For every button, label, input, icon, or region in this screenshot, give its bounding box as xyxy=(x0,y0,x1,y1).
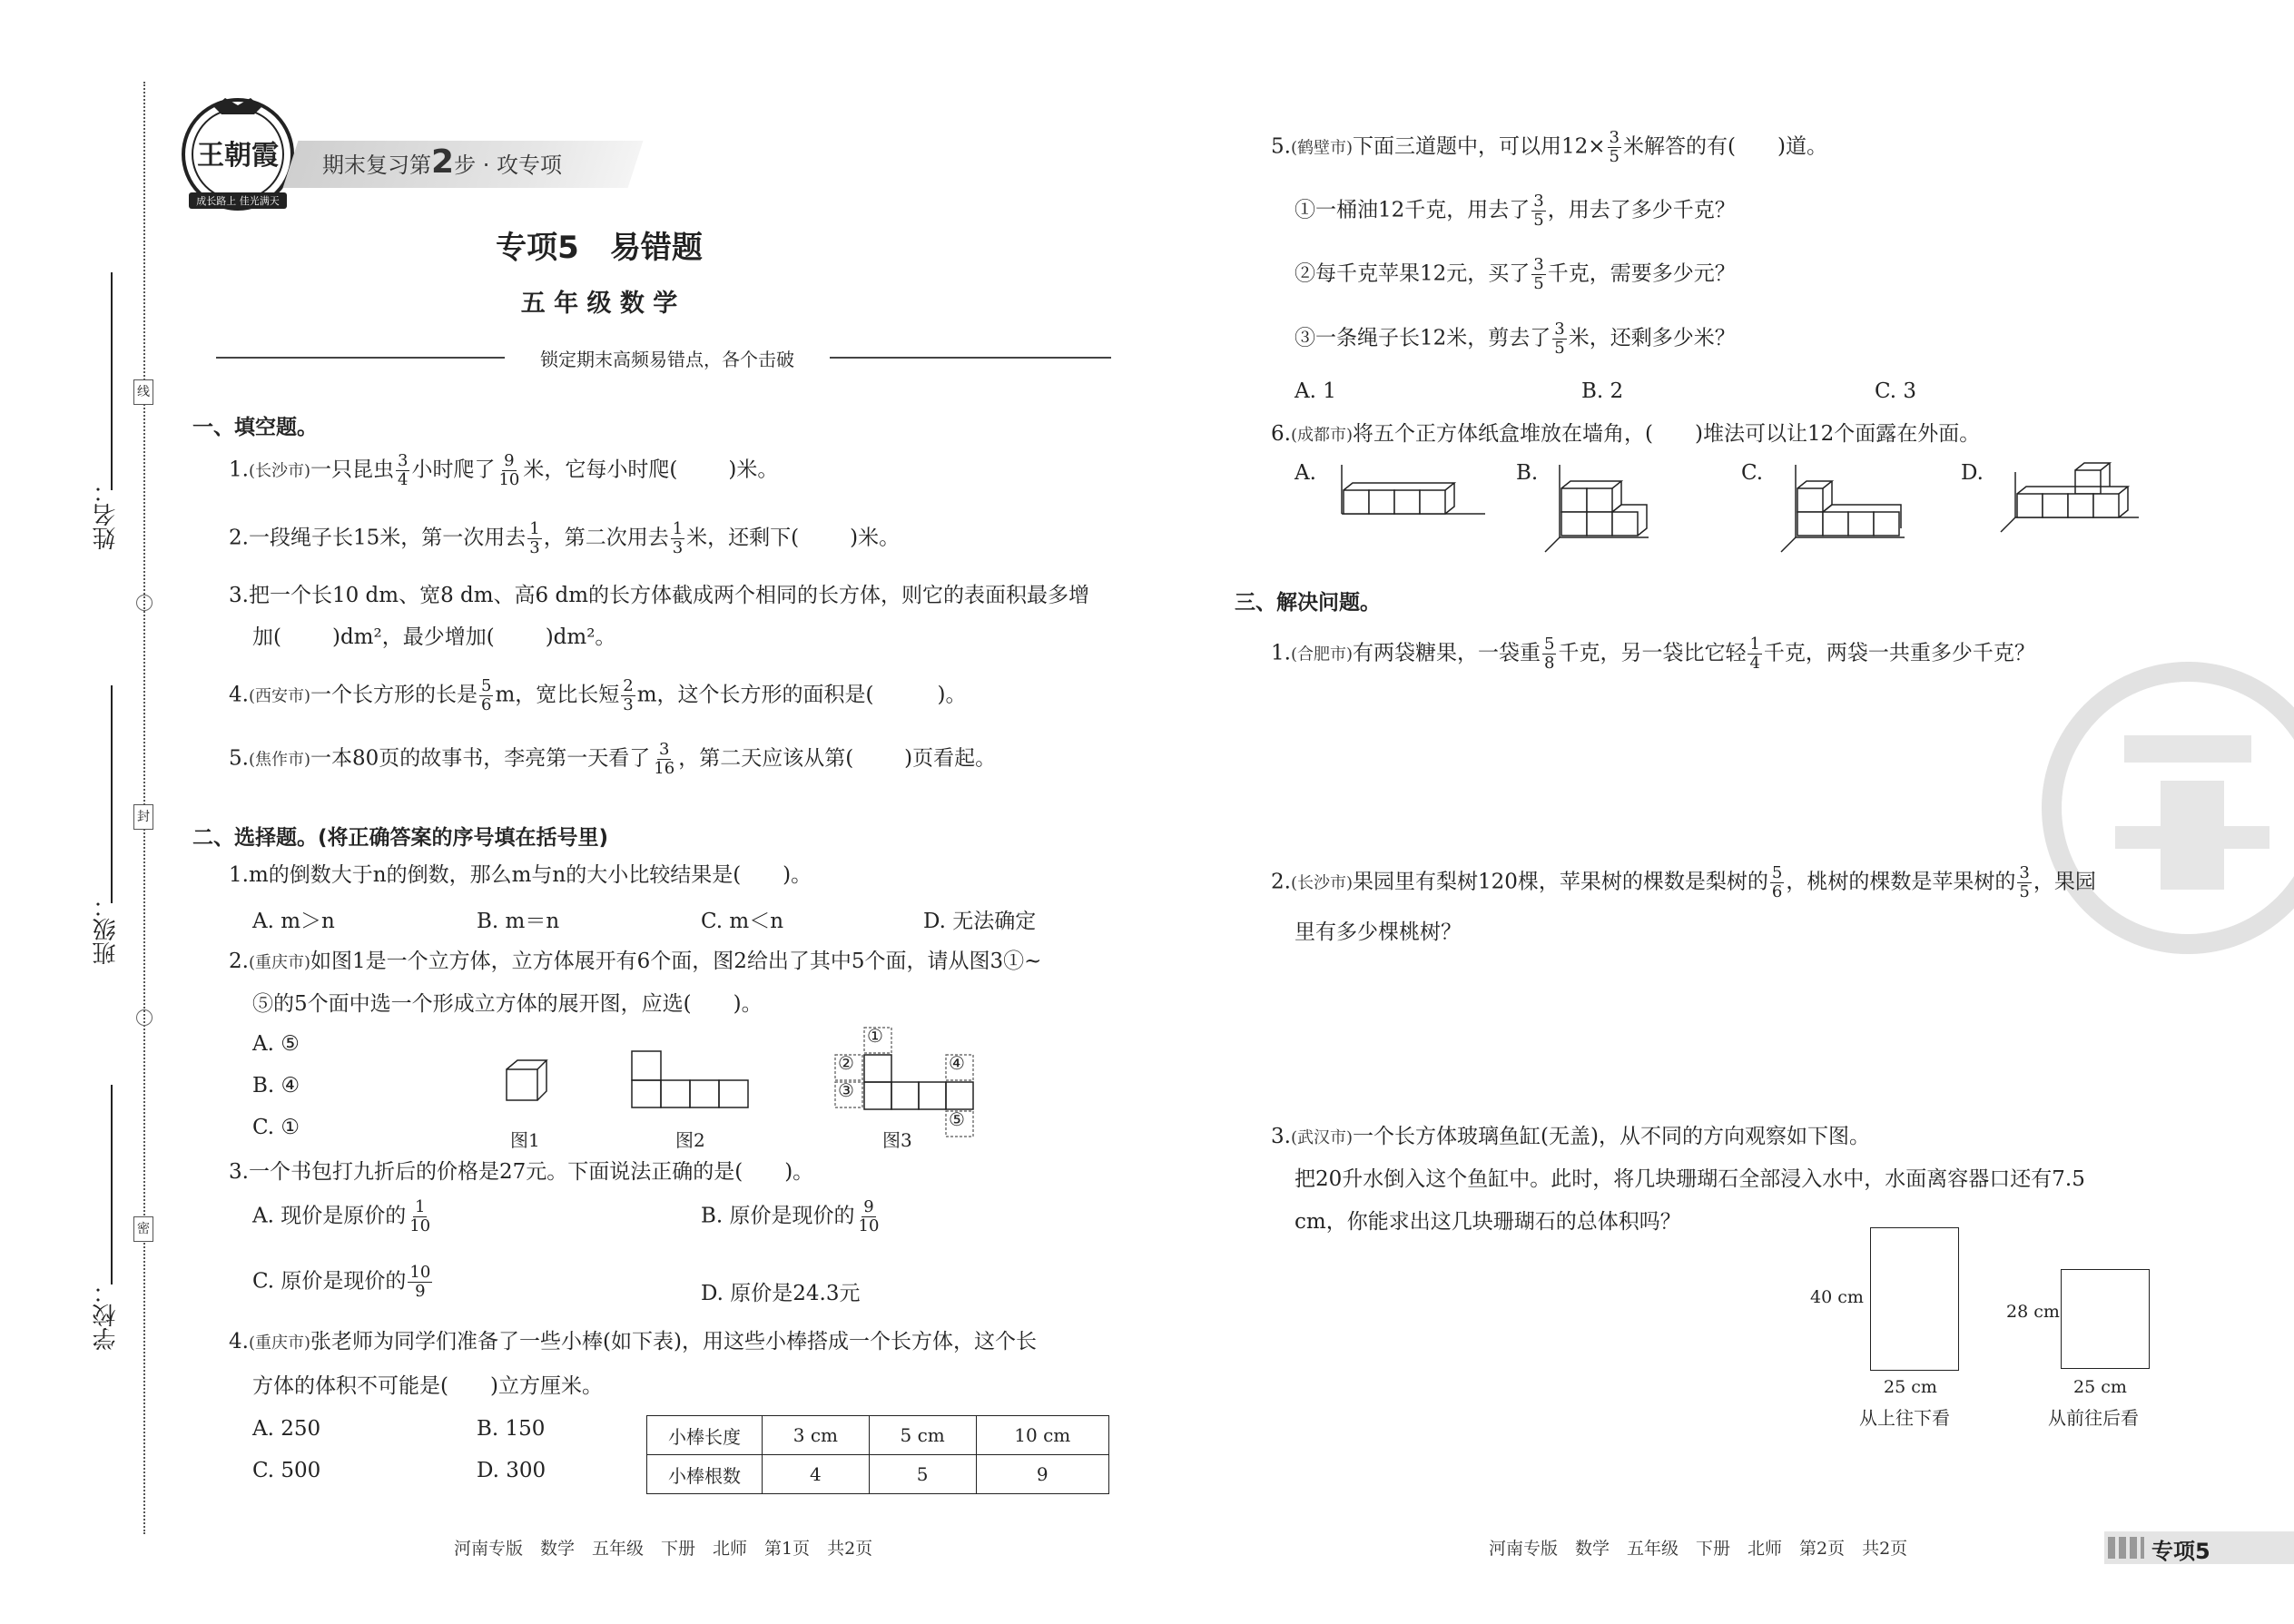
fraction-numerator: 3 xyxy=(1533,255,1544,274)
s2-q1-option-d[interactable]: D. 无法确定 xyxy=(923,910,1037,933)
fraction xyxy=(1608,129,1621,166)
fraction-denominator: 3 xyxy=(623,695,634,714)
q-num: 3. xyxy=(229,584,249,607)
tagline-rule-right xyxy=(830,357,1111,359)
school-underline xyxy=(111,1085,113,1284)
option-text: B. 原价是现价的 xyxy=(701,1204,855,1228)
q-text: 一本80页的故事书，李亮第一天看了 xyxy=(310,746,651,771)
fraction-denominator: 10 xyxy=(498,470,520,489)
figure-1-cube xyxy=(505,1058,550,1104)
figure-2-label: 图2 xyxy=(675,1129,705,1151)
stack-figure-c xyxy=(1779,463,1906,554)
q-text: 一只昆虫 xyxy=(310,458,394,482)
fraction-numerator: 3 xyxy=(398,451,409,470)
fraction-denominator: 6 xyxy=(1771,882,1783,901)
q-text: ，第二次用去 xyxy=(543,526,669,550)
s1-q4 xyxy=(229,677,967,714)
fraction-denominator: 6 xyxy=(481,695,492,714)
q-text: 米，还剩多少米？ xyxy=(1568,326,1736,350)
name-underline xyxy=(111,272,113,490)
school-label: 学校： xyxy=(93,1280,120,1351)
r-q6-option-c[interactable]: C. xyxy=(1741,461,1764,485)
s2-q2-option-c[interactable]: C. ① xyxy=(252,1116,300,1139)
s2-q4-line2: 方体的体积不可能是( )立方厘米。 xyxy=(252,1374,603,1398)
fraction-numerator: 3 xyxy=(659,740,670,759)
q-text: )dm²，最少增加( xyxy=(331,625,495,649)
q-source: (重庆市) xyxy=(248,1334,310,1353)
fraction-numerator: 1 xyxy=(529,519,540,538)
s2-q3 xyxy=(229,1157,813,1186)
fraction-numerator: 9 xyxy=(504,451,515,470)
fraction-denominator: 5 xyxy=(1533,211,1544,230)
figure-2-net xyxy=(630,1049,752,1109)
r-p2 xyxy=(1271,864,2096,901)
s1-q2 xyxy=(229,520,900,557)
fraction-numerator: 1 xyxy=(414,1197,426,1216)
q-num: 5. xyxy=(1271,134,1291,159)
tank-front-caption: 从前往后看 xyxy=(2048,1407,2139,1429)
q-text: 一个书包打九折后的价格是27元。下面说法正确的是( )。 xyxy=(248,1160,814,1184)
s2-q3-option-d[interactable]: D. 原价是24.3元 xyxy=(701,1282,861,1305)
r-q5-item-2 xyxy=(1295,256,1736,293)
q-num: 1. xyxy=(229,458,249,482)
s2-q1-option-a[interactable]: A. m＞n xyxy=(252,910,335,933)
q-text: 如图1是一个立方体，立方体展开有6个面，图2给出了其中5个面，请从图3①~ xyxy=(310,950,1042,973)
q-text: 一段绳子长15米，第一次用去 xyxy=(248,526,527,550)
s2-q2-option-b[interactable]: B. ④ xyxy=(252,1074,300,1097)
fraction xyxy=(527,520,541,557)
seal-watermark xyxy=(2024,654,2294,962)
table-cell: 10 cm xyxy=(976,1416,1108,1455)
q-text: ②每千克苹果12元，买了 xyxy=(1295,261,1531,286)
fraction-numerator: 10 xyxy=(409,1263,431,1282)
q-text: 将五个正方体纸盒堆放在墙角，( )堆法可以让12个面露在外面。 xyxy=(1353,422,1981,446)
q-text: 加( xyxy=(252,625,281,649)
q-num: 2. xyxy=(229,950,249,973)
q-text: ①一桶油12千克，用去了 xyxy=(1295,198,1531,222)
fig3-circle-4: ④ xyxy=(949,1052,965,1074)
fraction-denominator: 5 xyxy=(2019,882,2030,901)
table-cell: 4 xyxy=(763,1455,870,1494)
q-num: 3. xyxy=(1271,1125,1291,1148)
q-text: )。 xyxy=(937,683,967,707)
cut-mark-2: 封 xyxy=(133,804,153,830)
q-num: 3. xyxy=(229,1160,249,1184)
table-row xyxy=(647,1416,1109,1455)
fraction-denominator: 4 xyxy=(398,470,409,489)
fraction-numerator: 3 xyxy=(1609,128,1620,147)
fraction-numerator: 5 xyxy=(1771,863,1783,882)
q-num: 4. xyxy=(229,683,249,707)
cut-mark-3: 密 xyxy=(133,1216,153,1242)
q-source: (鹤壁市) xyxy=(1290,138,1353,158)
q-text: m，宽比长短 xyxy=(495,683,620,707)
table-cell: 小棒长度 xyxy=(647,1416,763,1455)
tagline-rule-left xyxy=(216,357,505,359)
q-text: 米解答的有( )道。 xyxy=(1623,134,1827,159)
s2-q2-option-a[interactable]: A. ⑤ xyxy=(252,1032,300,1056)
r-q6-option-b[interactable]: B. xyxy=(1516,461,1539,485)
table-cell: 3 cm xyxy=(763,1416,870,1455)
q-num: 2. xyxy=(1271,870,1291,894)
q-source: (长沙市) xyxy=(1290,873,1353,893)
tank-top-side-label: 40 cm xyxy=(1810,1287,1864,1307)
tank-front-side-label: 28 cm xyxy=(2006,1302,2060,1322)
logo xyxy=(178,94,298,214)
fig3-circle-1: ① xyxy=(867,1025,883,1047)
r-p2-line2: 里有多少棵桃树？ xyxy=(1295,920,1462,944)
fraction xyxy=(408,1198,432,1235)
banner-step: 2 xyxy=(431,143,455,181)
figure-1-label: 图1 xyxy=(510,1129,540,1151)
fraction xyxy=(1531,256,1545,293)
q-text: 下面三道题中，可以用12× xyxy=(1353,134,1606,159)
fraction-denominator: 3 xyxy=(672,538,684,557)
s2-q4-option-b[interactable]: B. 150 xyxy=(477,1417,546,1441)
s2-q3-option-c[interactable] xyxy=(252,1264,434,1301)
q-num: 1. xyxy=(1271,641,1291,665)
table-cell: 小棒根数 xyxy=(647,1455,763,1494)
q-text: ③一条绳子长12米，剪去了 xyxy=(1295,326,1551,350)
fraction xyxy=(396,452,409,489)
q-num: 6. xyxy=(1271,422,1291,446)
footer-right: 河南专版 数学 五年级 下册 北师 第2页 共2页 xyxy=(1489,1539,1908,1559)
footer-badge-squares xyxy=(2108,1537,2144,1559)
s2-q4-option-d[interactable]: D. 300 xyxy=(477,1459,546,1482)
s2-q1 xyxy=(229,861,812,890)
q-text: )米。 xyxy=(728,458,779,482)
q-text: ，果园 xyxy=(2033,870,2096,894)
tagline: 锁定期末高频易错点，各个击破 xyxy=(540,349,794,370)
r-q5-option-a[interactable]: A. 1 xyxy=(1295,379,1336,403)
q-text: 千克，两袋一共重多少千克？ xyxy=(1763,641,2035,665)
s2-q3-option-b[interactable] xyxy=(701,1198,882,1235)
q-text: 一个长方形的长是 xyxy=(310,683,478,707)
fraction-denominator: 5 xyxy=(1533,274,1544,293)
tank-top-view xyxy=(1870,1227,1959,1371)
q-text: ，用去了多少千克？ xyxy=(1547,198,1736,222)
fraction xyxy=(2017,864,2031,901)
fraction-denominator: 9 xyxy=(415,1282,426,1301)
s2-q4 xyxy=(229,1327,1037,1358)
q-source: (合肥市) xyxy=(1290,645,1353,664)
fraction-denominator: 8 xyxy=(1544,654,1555,673)
fraction xyxy=(479,677,493,714)
r-p3-line2: 把20升水倒入这个鱼缸中。此时，将几块珊瑚石全部浸入水中，水面离容器口还有7.5 xyxy=(1295,1167,2085,1191)
q-text: ，第二天应该从第( xyxy=(678,746,854,771)
tank-top-caption: 从上往下看 xyxy=(1859,1407,1950,1429)
q-num: 2. xyxy=(229,526,249,550)
q-text: 果园里有梨树120棵，苹果树的棵数是梨树的 xyxy=(1353,870,1768,894)
r-p1 xyxy=(1271,635,2035,673)
fraction xyxy=(857,1198,881,1235)
r-p3 xyxy=(1271,1122,1870,1153)
logo-text: 王朝霞 xyxy=(197,140,279,172)
q-text: 米，它每小时爬( xyxy=(523,458,678,482)
q-source: (重庆市) xyxy=(248,953,310,972)
page-subtitle: 五 年 级 数 学 xyxy=(520,290,678,318)
section2-title: 二、选择题。(将正确答案的序号填在括号里) xyxy=(192,826,609,850)
stack-figure-b xyxy=(1543,463,1652,554)
q-source: (成都市) xyxy=(1290,426,1353,445)
q-text: 有两袋糖果，一袋重 xyxy=(1353,641,1541,665)
table-row xyxy=(647,1455,1109,1494)
fraction xyxy=(652,741,676,778)
s1-q3-line2 xyxy=(252,623,615,652)
r-p3-line3: cm，你能求出这几块珊瑚石的总体积吗？ xyxy=(1295,1210,1681,1234)
footer-left: 河南专版 数学 五年级 下册 北师 第1页 共2页 xyxy=(454,1539,873,1559)
fraction-denominator: 5 xyxy=(1554,339,1565,358)
fig3-circle-3: ③ xyxy=(838,1079,854,1101)
fig3-circle-2: ② xyxy=(838,1052,854,1074)
q-text: 千克，另一袋比它轻 xyxy=(1558,641,1747,665)
fraction-numerator: 2 xyxy=(623,676,634,695)
sticks-table xyxy=(646,1415,1109,1494)
s1-q3 xyxy=(229,581,1089,610)
q-text: 一个长方体玻璃鱼缸(无盖)，从不同的方向观察如下图。 xyxy=(1353,1125,1870,1148)
q-text: ，桃树的棵数是苹果树的 xyxy=(1786,870,2016,894)
r-q5 xyxy=(1271,129,1827,166)
table-cell: 9 xyxy=(976,1455,1108,1494)
q-text: )页看起。 xyxy=(904,746,997,771)
fraction xyxy=(621,677,635,714)
q-source: (长沙市) xyxy=(248,461,310,481)
fraction-numerator: 1 xyxy=(1749,635,1760,654)
q-text: 张老师为同学们准备了一些小棒(如下表)，用这些小棒搭成一个长方体，这个长 xyxy=(310,1330,1037,1353)
fraction-denominator: 10 xyxy=(409,1216,431,1235)
stack-figure-a xyxy=(1334,463,1489,519)
cut-mark-1: 线 xyxy=(133,379,153,405)
option-text: A. 现价是原价的 xyxy=(252,1204,407,1228)
q-text: 小时爬了 xyxy=(411,458,496,482)
r-q5-item-3 xyxy=(1295,320,1736,358)
fraction-numerator: 1 xyxy=(672,519,684,538)
q-source: (武汉市) xyxy=(1290,1128,1353,1147)
figure-3-label: 图3 xyxy=(882,1129,912,1151)
fraction xyxy=(671,520,684,557)
r-q6-option-d[interactable]: D. xyxy=(1961,461,1984,485)
tank-front-bottom-label: 25 cm xyxy=(2073,1377,2127,1397)
q-text: 千克，需要多少元？ xyxy=(1547,261,1736,286)
stack-figure-d xyxy=(1988,454,2142,536)
fraction-numerator: 5 xyxy=(1544,635,1555,654)
s2-q4-option-c[interactable]: C. 500 xyxy=(252,1459,321,1482)
header-banner-text xyxy=(322,143,562,181)
fraction xyxy=(1748,635,1761,673)
r-q5-item-1 xyxy=(1295,192,1736,230)
q-text: )米。 xyxy=(850,526,901,550)
fraction-denominator: 5 xyxy=(1609,147,1620,166)
tank-front-view xyxy=(2061,1269,2150,1369)
q-num: 1. xyxy=(229,863,249,887)
q-num: 4. xyxy=(229,1330,249,1353)
s2-q2-line2: ⑤的5个面中选一个形成立方体的展开图，应选( )。 xyxy=(252,992,763,1016)
section3-title: 三、解决问题。 xyxy=(1235,591,1381,615)
fraction xyxy=(1552,320,1566,358)
s2-q3-option-a[interactable] xyxy=(252,1198,434,1235)
r-q5-option-c[interactable]: C. 3 xyxy=(1875,379,1917,403)
q-source: (焦作市) xyxy=(248,750,310,770)
r-q5-option-b[interactable]: B. 2 xyxy=(1581,379,1624,403)
s2-q2 xyxy=(229,947,1041,978)
fraction-denominator: 10 xyxy=(858,1216,880,1235)
s2-q4-option-a[interactable]: A. 250 xyxy=(252,1417,321,1441)
banner-suffix: 步 · 攻专项 xyxy=(454,153,562,178)
r-q6 xyxy=(1271,419,1980,450)
fraction-numerator: 5 xyxy=(481,676,492,695)
fraction-numerator: 3 xyxy=(1554,320,1565,339)
binding-dot-2 xyxy=(136,1009,153,1026)
q-text: 米，还剩下( xyxy=(686,526,800,550)
s1-q5 xyxy=(229,741,996,778)
logo-slogan: 成长路上 佳光满天 xyxy=(196,195,280,207)
r-q6-option-a[interactable]: A. xyxy=(1295,461,1316,485)
q-text: m的倒数大于n的倒数，那么m与n的大小比较结果是( )。 xyxy=(248,863,812,887)
fraction xyxy=(1770,864,1784,901)
fig3-circle-5: ⑤ xyxy=(949,1108,965,1130)
section1-title: 一、填空题。 xyxy=(192,416,318,439)
fraction-denominator: 16 xyxy=(654,759,675,778)
fraction-numerator: 3 xyxy=(2019,863,2030,882)
binding-dot-1 xyxy=(136,595,153,611)
table-cell: 5 cm xyxy=(869,1416,976,1455)
banner-prefix: 期末复习第 xyxy=(322,153,431,178)
s2-q1-option-c[interactable]: C. m＜n xyxy=(701,910,784,933)
fraction-numerator: 9 xyxy=(863,1197,874,1216)
s1-q1 xyxy=(229,452,778,489)
fraction xyxy=(1542,635,1556,673)
fraction-denominator: 3 xyxy=(529,538,540,557)
name-label: 姓名： xyxy=(93,479,120,550)
fraction xyxy=(408,1264,432,1301)
fraction xyxy=(497,452,521,489)
class-underline xyxy=(111,685,113,903)
q-text: 把一个长10 dm、宽8 dm、高6 dm的长方体截成两个相同的长方体，则它的表面积最多增 xyxy=(248,584,1090,607)
q-text: m，这个长方形的面积是( xyxy=(636,683,874,707)
fraction xyxy=(1531,192,1545,230)
tank-top-bottom-label: 25 cm xyxy=(1884,1377,1937,1397)
class-label: 班级： xyxy=(93,894,120,965)
s2-q1-option-b[interactable]: B. m＝n xyxy=(477,910,560,933)
footer-badge: 专项5 xyxy=(2151,1539,2210,1564)
page-title: 专项5 易错题 xyxy=(496,230,703,266)
fraction-denominator: 4 xyxy=(1749,654,1760,673)
table-cell: 5 xyxy=(869,1455,976,1494)
option-text: C. 原价是现价的 xyxy=(252,1269,407,1294)
q-source: (西安市) xyxy=(248,686,310,706)
q-num: 5. xyxy=(229,746,249,771)
q-text: )dm²。 xyxy=(545,625,616,649)
fraction-numerator: 3 xyxy=(1533,192,1544,211)
